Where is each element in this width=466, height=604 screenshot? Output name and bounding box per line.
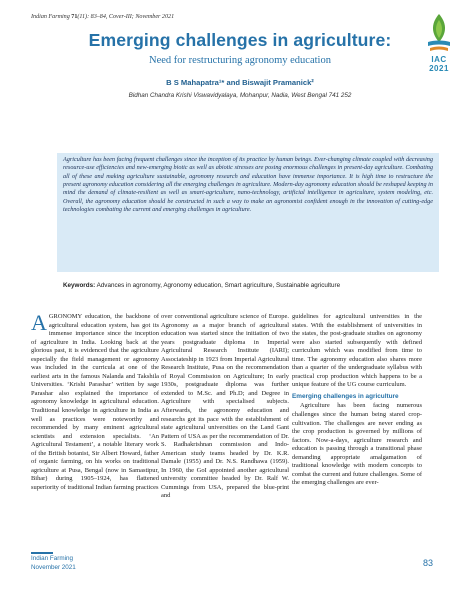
article-subtitle: Need for restructuring agronomy education [149, 55, 331, 66]
section-heading: Emerging challenges in agriculture [292, 392, 399, 400]
intro-paragraph [31, 310, 159, 492]
col2-paragraph: over conventional agriculture science of Europe. Agronomy as a major branch of agricultural education was started since the initiation of two years postgraduate diploma in Imperial Agricultural Research Institute (IARI); Associateship in 1923 from Imperial Agricultural Research Institute, Pusa on the recommendation of Royal Commission on Agriculture; In early 1930s, postgraduate diploma was further extended to M.Sc. and Ph.D; and Degree in Agriculture with specialised subjects. Afterwards, the agronomy education and researchs got its pace with the establishment of state agricultural universities on the Land Gant Pattern of USA as per the recommendation of Dr. S. Radhakrishnan commission and Indo-American study teams headed by Dr. K.R. Damale (1955) and Dr. N.S. Randhawa (1959). In 1960, the GoI appointed another agricultural university committee headed by Dr. Ralf W. Cummings from USA, prepared the blue-print and [161, 313, 289, 500]
abstract-text: Agriculture has been facing frequent challenges since the inception of its practice by human beings. Ever-changing climate coupled with decreasing resource-use efficiencies and new-emerging biotic as well as abiotic stresses are posing enormous challenges in present-day agriculture. Combating all of these and making agriculture sustainable, agronomy research and education have immense importance. It is high time to restructure the present agronomy education considering all the emerging challenges in agriculture. Modern-day agronomy education should be reshaped keeping in mind the demand of climate-resilient as well as smart-agriculture, nano-technology, artificial intelligence in agriculture, system modeling, etc. Overall, the agronomy education should be constructed in such a way to make an agronomist confident enough in the innovation of cutting-edge technologies combating the current and emerging challenges in agriculture. [63, 156, 433, 214]
body-column-3 [292, 313, 422, 488]
logo-label: IAC [431, 55, 447, 64]
abstract-box [57, 153, 439, 272]
col3-paragraph-2: Agriculture has been facing numerous challenges since the human being stared crop-cultivation. The challenges are never ending as the crop production is governed by millions of factors. Now-a-days, agriculture research and education is passing through a transitional phase demanding appropriate amalgamation of traditional knowledge with modern concepts to combat the current and future challenges. Some of the emerging challenges are ever- [292, 402, 422, 487]
col3-paragraph-1: guidelines for agricultural universities in the states. With the establishment of universities in the states, the post-graduate studies on agronomy were also started subsequently with defined curriculum which was modified from time to time. The agronomy education also shares more than a quarter of the undergraduate syllabus with practical crop production which happens to be a unique feature of the UG course curriculum. [292, 313, 422, 389]
journal-volume: 71 [71, 14, 78, 20]
footer-journal: Indian Farming [31, 555, 73, 562]
keywords-label: Keywords: [63, 282, 96, 289]
page-number: 83 [423, 558, 434, 568]
logo-year: 2021 [429, 64, 449, 73]
keywords-text: Advances in agronomy, Agronomy education, Smart agriculture, Sustainable agriculture [96, 282, 341, 289]
journal-issue: (11): 83–84, Cover-III; November 2021 [77, 14, 175, 20]
article-authors: B S Mahapatra¹* and Biswajit Pramanick² [166, 78, 314, 87]
footer-date: November 2021 [31, 564, 76, 571]
col1-text: GRONOMY education, the backbone of agricultural education system, has got its immense importance since the inception of agriculture in India. Looking back at the glorious past, it is evidenced that the agriculture especially the field management or agronomy was included in the curricula at one of the earliest arts in the famous Nalanda and Takshila Universities. ‘Krishi Parashar’ written by sage Parashar also explained the importance of agronomy knowledge in agricultural education. Traditional knowledge in agriculture in India as well as practices were noteworthy and recommended by many eminent agricultural scientists and extension specialists. ‘An Agricultural Testament’, a notable literary work of the British botanist, Sir Albert Howard, father of organic farming, on his works on traditional agriculture at Pusa, Bengal (now in Samastipur, Bihar) during 1905–1924, has flattened superiority of traditional Indian farming practices [31, 313, 159, 491]
article-title: Emerging challenges in agriculture: [88, 30, 392, 50]
journal-header [31, 14, 174, 20]
drop-cap: A [31, 310, 47, 335]
keywords [63, 282, 433, 289]
body-column-1 [31, 310, 159, 492]
article-affiliation: Bidhan Chandra Krishi Viswavidyalaya, Mohanpur, Nadia, West Bengal 741 252 [128, 92, 352, 99]
journal-name: Indian Farming [31, 14, 70, 20]
footer-rule [31, 552, 53, 554]
body-column-2 [161, 313, 289, 501]
